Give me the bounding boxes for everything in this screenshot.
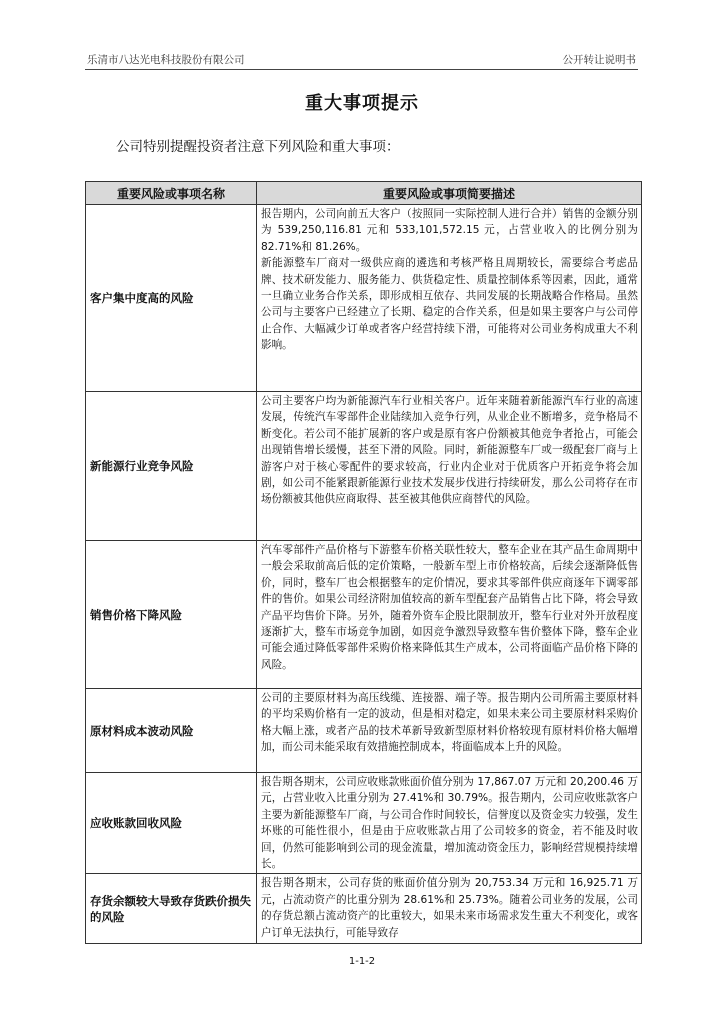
risk-desc-paragraph: 公司主要客户均为新能源汽车行业相关客户。近年来随着新能源汽车行业的高速发展，传统汽车零部件企业陆续加入竞争行列，从业企业不断增多，竞争格局不断变化。若公司不能扩展新的客户或是原有客户份额被其他竞争者抢占，可能会出现销售增长缓慢，甚至下滑的风险。同时，新能源整车厂或一级配套厂商与上游客户对于核心零配件的要求较高，行业内企业对于优质客户开拓竞争将会加剧，如公司不能紧跟新能源行业技术发展步伐进行持续研发，那么公司将存在市场份额被其他供应商取得、甚至被其他供应商替代的风险。 [261, 395, 638, 506]
risk-table [85, 181, 642, 944]
table-row [86, 392, 642, 541]
risk-name: 新能源行业竞争风险 [86, 392, 257, 541]
risk-desc [257, 205, 642, 392]
risk-desc-paragraph: 报告期内，公司向前五大客户（按照同一实际控制人进行合并）销售的金额分别为 539,250,116.81 元和 533,101,572.15 元，占营业收入的比例分别为 82.71%和 81.26%。 [261, 208, 638, 253]
header-doc-type: 公开转让说明书 [562, 54, 636, 66]
page-header [85, 50, 638, 70]
risk-desc [257, 392, 642, 541]
risk-desc-paragraph: 报告期各期末，公司应收账款账面价值分别为 17,867.07 万元和 20,200.46 万元，占营业收入比重分别为 27.41%和 30.79%。报告期内，公司应收账款客户主要为新能源整车厂商，与公司合作时间较长，信誉度以及资金实力较强，发生坏账的可能性很小，但是由于应收账款占用了公司较多的资金，若不能及时收回，仍然可能影响到公司的现金流量，增加流动资金压力，影响经营规模持续增长。 [261, 776, 638, 871]
risk-desc-paragraph: 汽车零部件产品价格与下游整车价格关联性较大，整车企业在其产品生命周期中一般会采取前高后低的定价策略，一般新车型上市价格较高，后续会逐渐降低售价，同时，整车厂也会根据整车的定价情况，要求其零部件供应商逐年下调零部件的售价。如果公司经济附加值较高的新车型配套产品销售占比下降，将会导致产品平均售价下降。另外，随着外资车企股比限制放开，整车行业对外开放程度逐渐扩大，整车市场竞争加剧，如因竞争激烈导致整车售价整体下降，整车企业可能会通过降低零部件采购价格来降低其生产成本，公司将面临产品价格下降的风险。 [261, 544, 638, 671]
risk-desc [257, 874, 642, 944]
table-row [86, 205, 642, 392]
table-row [86, 541, 642, 689]
risk-name: 应收账款回收风险 [86, 773, 257, 874]
table-row [86, 773, 642, 874]
header-company: 乐清市八达光电科技股份有限公司 [87, 54, 245, 66]
page-number: 1-1-2 [348, 956, 376, 967]
table-row [86, 874, 642, 944]
risk-name: 存货余额较大导致存货跌价损失的风险 [86, 874, 257, 944]
col-header-name: 重要风险或事项名称 [86, 182, 257, 205]
table-header-row [86, 182, 642, 205]
risk-name: 销售价格下降风险 [86, 541, 257, 689]
intro-text: 公司特别提醒投资者注意下列风险和重大事项： [116, 139, 400, 155]
risk-desc [257, 773, 642, 874]
risk-desc-paragraph: 新能源整车厂商对一级供应商的遴选和考核严格且周期较长，需要综合考虑品牌、技术研发能力、服务能力、供货稳定性、质量控制体系等因素，因此，通常一旦确立业务合作关系，即形成相互依存、共同发展的长期战略合作格局。虽然公司与主要客户已经建立了长期、稳定的合作关系，但是如果主要客户与公司停止合作、大幅减少订单或者客户经营持续下滑，可能将对公司业务构成重大不利影响。 [261, 257, 638, 352]
risk-desc-paragraph: 报告期各期末，公司存货的账面价值分别为 20,753.34 万元和 16,925.71 万元，占流动资产的比重分别为 28.61%和 25.73%。随着公司业务的发展，公司的存货总额占流动资产的比重较大，如果未来市场需求发生重大不利变化，或客户订单无法执行，可能导致存 [261, 877, 638, 939]
page-title: 重大事项提示 [305, 93, 419, 114]
col-header-desc: 重要风险或事项简要描述 [257, 182, 642, 205]
risk-name: 原材料成本波动风险 [86, 689, 257, 773]
risk-desc [257, 689, 642, 773]
risk-desc [257, 541, 642, 689]
risk-desc-paragraph: 公司的主要原材料为高压线缆、连接器、端子等。报告期内公司所需主要原材料的平均采购价格有一定的波动，但是相对稳定，如果未来公司主要原材料采购价格大幅上涨，或者产品的技术革新导致新型原材料价格较现有原材料价格大幅增加，而公司未能采取有效措施控制成本，将面临成本上升的风险。 [261, 692, 638, 754]
risk-name: 客户集中度高的风险 [86, 205, 257, 392]
table-row [86, 689, 642, 773]
